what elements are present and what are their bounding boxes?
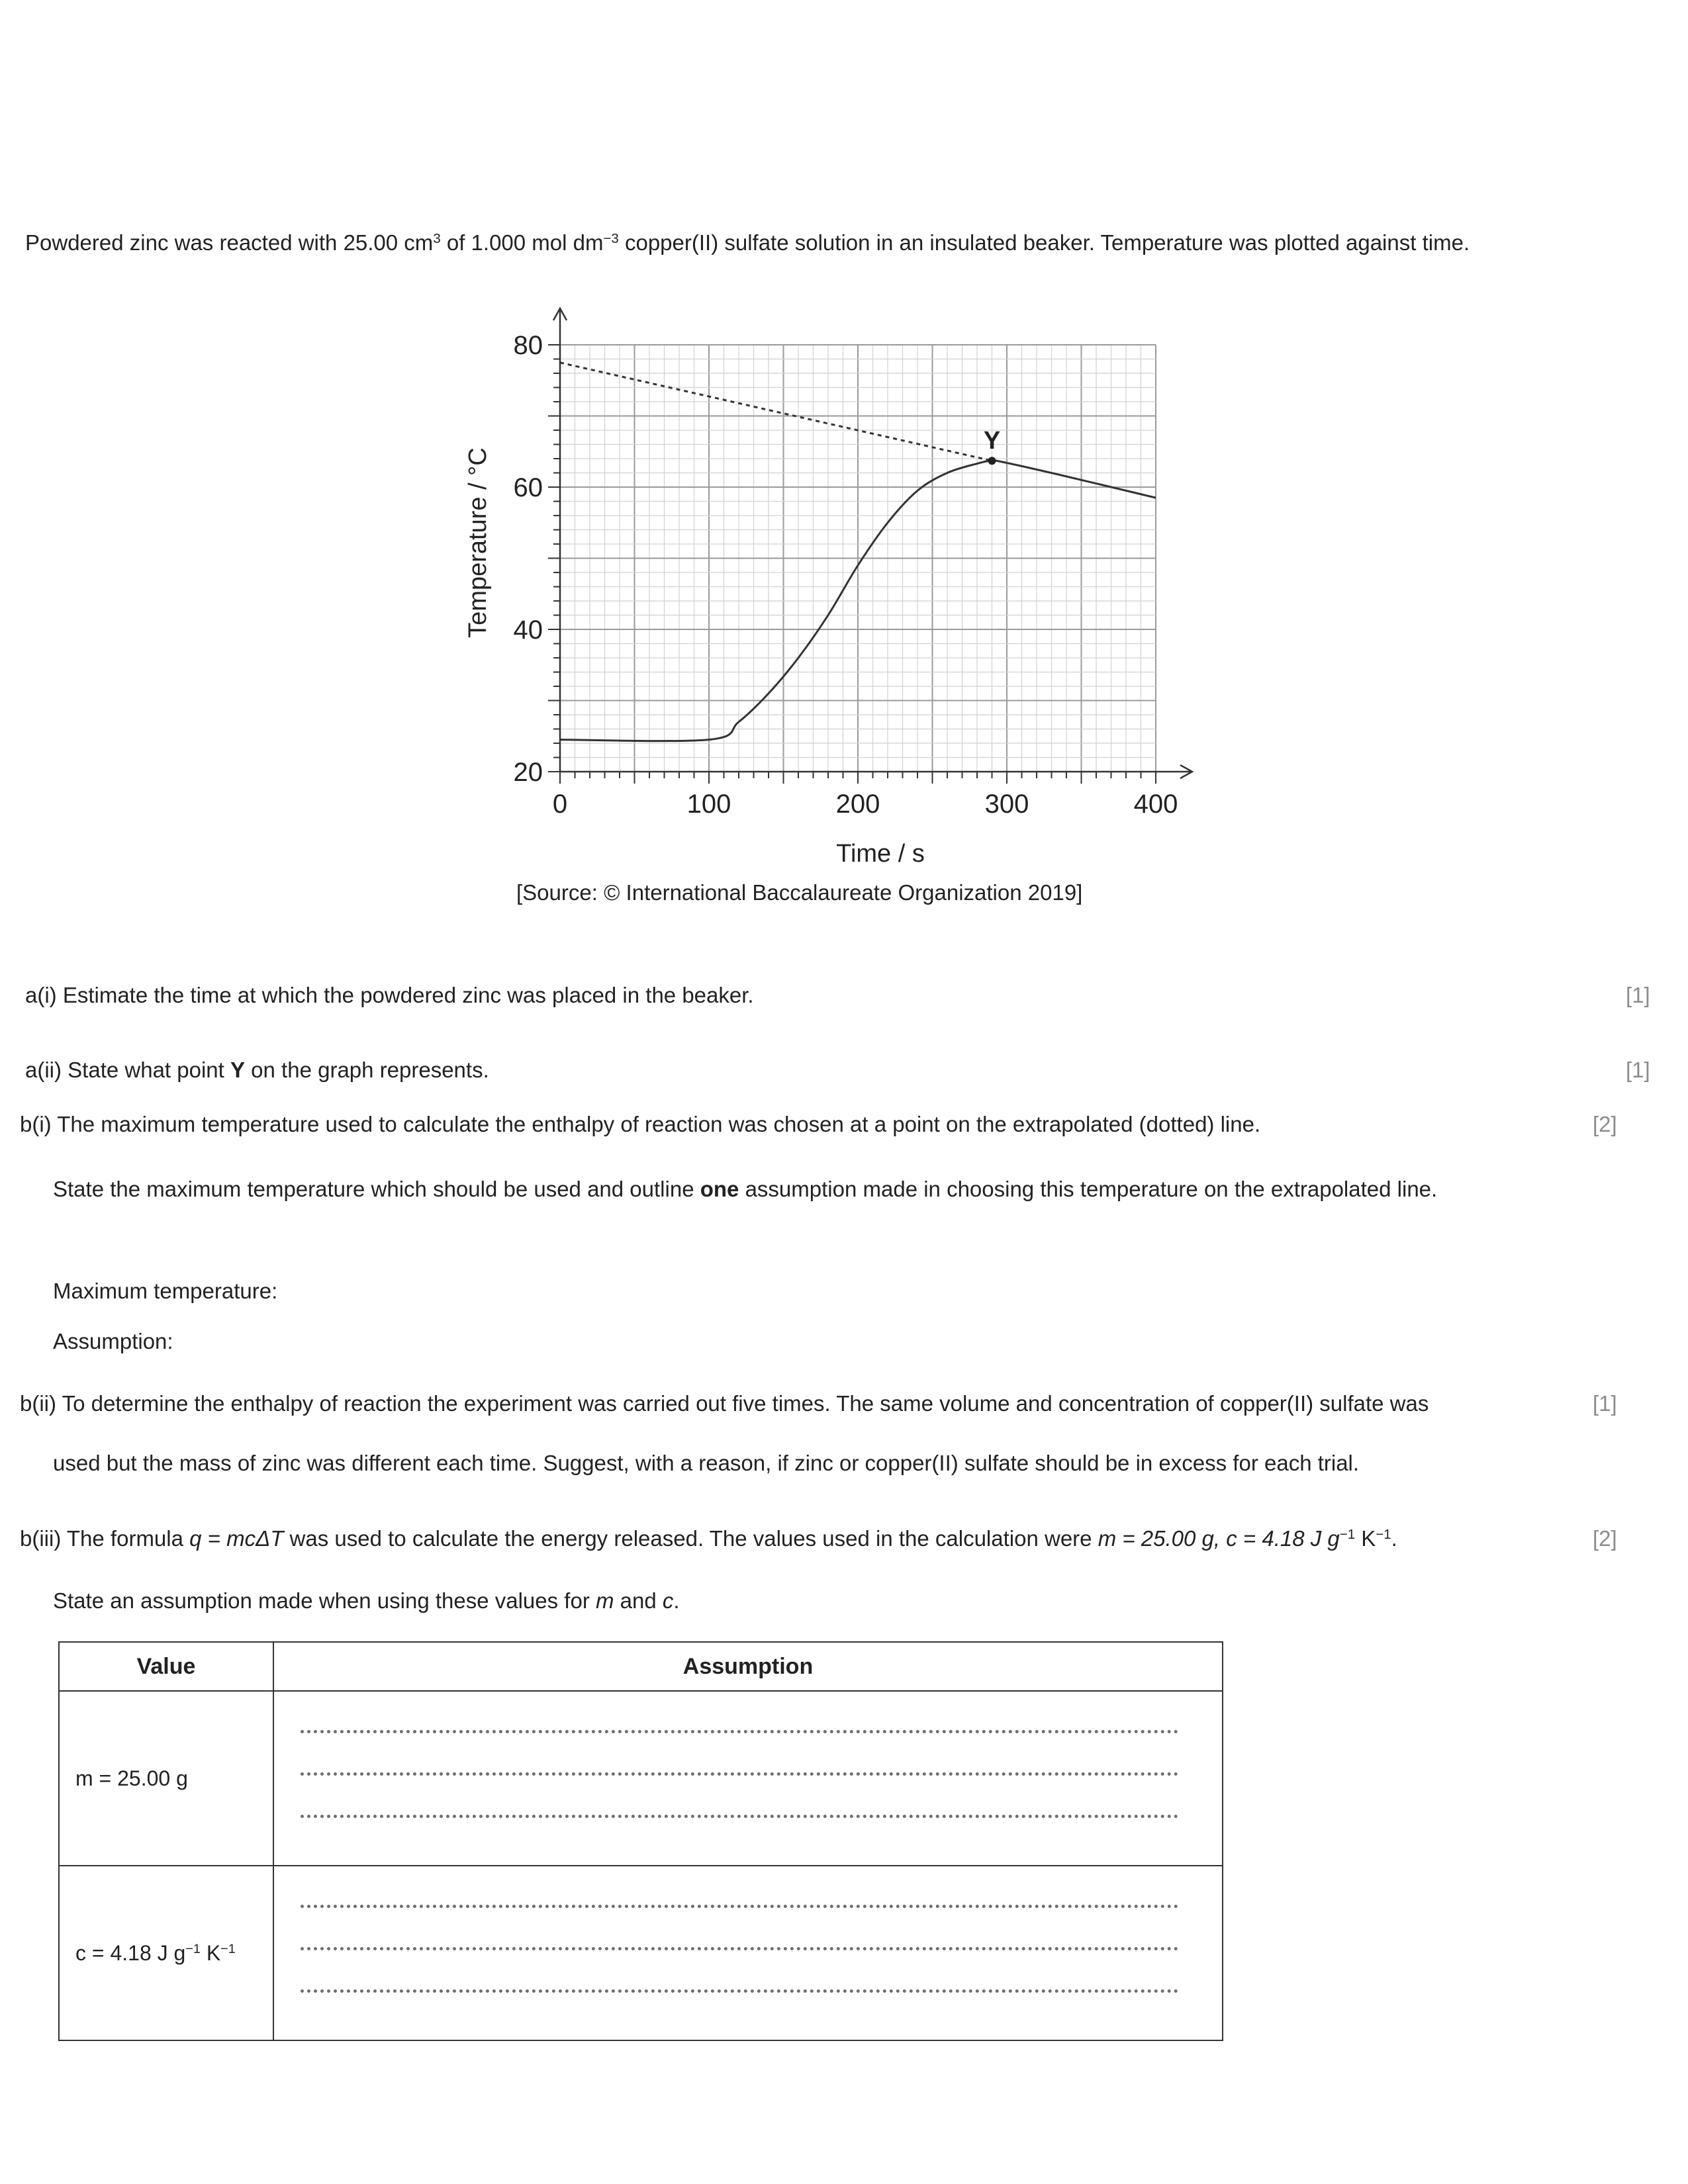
- answer-lines-c[interactable]: [273, 1866, 1223, 2040]
- y-tick-label: 60: [513, 473, 543, 502]
- value-cell-m: m = 25.00 g: [59, 1691, 273, 1866]
- x-axis-label: Time / s: [836, 840, 925, 868]
- source-citation: [Source: © International Baccalaureate Organization 2019]: [516, 880, 1083, 905]
- marks-b-i: [2]: [1593, 1112, 1617, 1136]
- x-tick-label: 400: [1133, 790, 1178, 819]
- x-tick-label: 100: [686, 790, 731, 819]
- table-header-row: [59, 1642, 1223, 1691]
- assumption-table: [58, 1641, 1223, 2041]
- temperature-time-chart: [0, 0, 1688, 927]
- intro-text: Powdered zinc was reacted with 25.00 $cm^3$ of 1.000 mol $dm^{-3}$ copper(II) sulfate solution in an insulated beaker. Temperature was plotted against time.: [25, 230, 1470, 255]
- x-tick-label: 300: [984, 790, 1029, 819]
- table-row: [59, 1691, 1223, 1866]
- extrapolated-dotted-line: [560, 363, 992, 461]
- value-header: Value: [59, 1642, 273, 1691]
- marks-b-iii: [2]: [1593, 1526, 1617, 1551]
- assumption-label: Assumption:: [53, 1329, 173, 1353]
- question-b-ii-line1: b(ii) To determine the enthalpy of reaction the experiment was carried out five times. The same volume and concentration of copper(II) sulfate was: [20, 1391, 1429, 1416]
- chart-grid: [560, 345, 1156, 772]
- y-tick-label: 20: [513, 758, 543, 787]
- assumption-header: Assumption: [273, 1642, 1223, 1691]
- max-temperature-label: Maximum temperature:: [53, 1279, 278, 1303]
- table-row: [59, 1866, 1223, 2040]
- marks-b-ii: [1]: [1593, 1391, 1617, 1416]
- question-b-iii: b(iii) The formula q = mcΔT was used to calculate the energy released. The values used in the calculation were m = 25.00 g, c = 4.18 J $g^{-1}$ $K^{-1}$.: [20, 1526, 1397, 1551]
- question-a-ii: a(ii) State what point Y on the graph represents.: [25, 1058, 489, 1082]
- y-tick-label: 40: [513, 615, 543, 645]
- question-b-ii-line2: used but the mass of zinc was different each time. Suggest, with a reason, if zinc or copper(II) sulfate should be in excess for each trial.: [53, 1451, 1360, 1475]
- point-y-label: Y: [983, 427, 1001, 455]
- question-b-i-instruction: State the maximum temperature which should be used and outline one assumption made in choosing this temperature on the extrapolated line.: [53, 1177, 1438, 1201]
- marks-a-i: [1]: [1626, 983, 1650, 1007]
- question-a-i: a(i) Estimate the time at which the powdered zinc was placed in the beaker.: [25, 983, 754, 1007]
- x-tick-label: 0: [552, 790, 568, 819]
- value-cell-c: c = 4.18 J $g^{-1}$ $K^{-1}$: [59, 1866, 273, 2040]
- question-b-iii-instruction: State an assumption made when using these values for m and c.: [53, 1588, 680, 1613]
- question-b-i: b(i) The maximum temperature used to calculate the enthalpy of reaction was chosen at a point on the extrapolated (dotted) line.: [20, 1112, 1261, 1136]
- x-tick-label: 200: [835, 790, 880, 819]
- marks-a-ii: [1]: [1626, 1058, 1650, 1082]
- chart-ticks: [514, 331, 1178, 819]
- y-axis-label: Temperature / °C: [464, 447, 492, 638]
- answer-lines-m[interactable]: [273, 1691, 1223, 1866]
- point-y-marker: [988, 457, 996, 465]
- y-tick-label: 80: [513, 331, 543, 360]
